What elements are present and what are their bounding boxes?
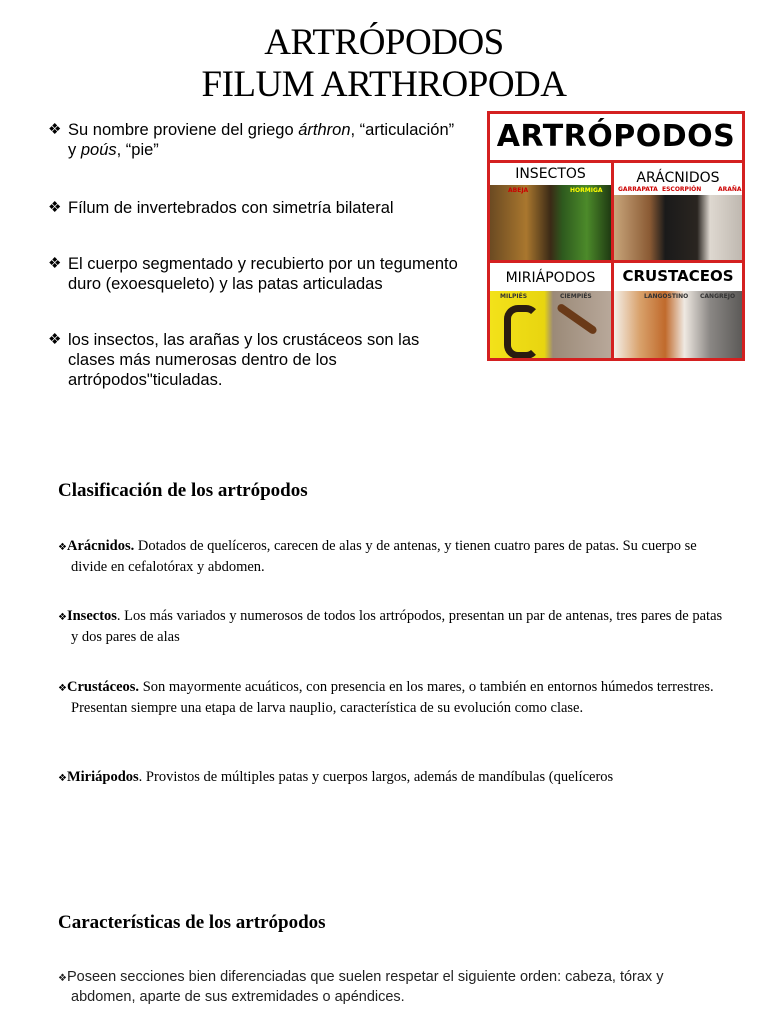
myriapods-photo <box>490 291 611 358</box>
intro-bullet-3: ❖ El cuerpo segmentado y recubierto por un tegumento duro (exoesqueleto) y las patas articuladas <box>48 255 458 293</box>
diamond-bullet-icon: ❖ <box>58 773 67 784</box>
classification-item-aracnidos: ❖Arácnidos. Dotados de quelíceros, carecen de alas y de antenas, y tienen cuatro pares de patas. Su cuerpo se divide en cefalotórax y abdomen. <box>58 538 697 575</box>
diamond-bullet-icon: ❖ <box>48 121 62 138</box>
centipede-shape <box>556 303 598 336</box>
title-line-2: FILUM ARTHROPODA <box>201 64 567 105</box>
figure-tag: ARAÑA <box>718 186 742 193</box>
figure-cell-insectos <box>490 163 611 260</box>
characteristics-item-1: ❖Poseen secciones bien diferenciadas que suelen respetar el siguiente orden: cabeza, tórax y abdomen, aparte de sus extremidades o apéndices. <box>58 969 664 1005</box>
figure-cell-label: CRUSTACEOS <box>614 265 742 287</box>
page-title <box>0 22 768 106</box>
title-line-1: ARTRÓPODOS <box>264 22 504 63</box>
diamond-bullet-icon: ❖ <box>58 542 67 553</box>
classification-title: Clasificación de los artrópodos <box>58 480 308 501</box>
figure-cell-miriapodos <box>490 263 611 358</box>
diamond-bullet-icon: ❖ <box>58 612 67 623</box>
figure-tag: LANGOSTINO <box>644 293 689 300</box>
millipede-shape <box>504 305 540 358</box>
intro-bullet-1: ❖ Su nombre proviene del griego árthron, “articulación” y poús, “pie” <box>48 121 455 159</box>
arthropods-figure <box>487 111 745 361</box>
figure-divider-horizontal <box>490 260 742 263</box>
characteristics-title: Características de los artrópodos <box>58 912 326 933</box>
diamond-bullet-icon: ❖ <box>58 973 67 984</box>
figure-tag: MILPIÉS <box>500 293 528 300</box>
intro-bullet-list <box>48 120 493 400</box>
figure-tag: ESCORPIÓN <box>662 186 702 193</box>
figure-tag: GARRAPATA <box>618 186 658 193</box>
figure-heading: ARTRÓPODOS <box>490 114 742 163</box>
crustaceans-photo <box>614 291 742 358</box>
arachnids-photo <box>614 186 742 260</box>
figure-cell-label: INSECTOS <box>490 163 611 185</box>
diamond-bullet-icon: ❖ <box>58 683 67 694</box>
figure-tag: CIEMPIÉS <box>560 293 592 300</box>
intro-bullet-4: ❖ los insectos, las arañas y los crustáceos son las clases más numerosas dentro de los artrópodos"ticuladas. <box>48 331 420 389</box>
figure-tag: HORMIGA <box>570 187 603 194</box>
diamond-bullet-icon: ❖ <box>48 331 62 348</box>
insects-photo <box>490 185 611 260</box>
figure-cell-aracnidos <box>614 163 742 260</box>
classification-item-insectos: ❖Insectos. Los más variados y numerosos de todos los artrópodos, presentan un par de antenas, tres pares de patas y dos pares de alas <box>58 608 723 645</box>
intro-bullet-2: ❖ Fílum de invertebrados con simetría bilateral <box>48 199 394 217</box>
figure-tag: CANGREJO <box>700 293 736 300</box>
figure-tag: ABEJA <box>508 187 529 194</box>
figure-cell-label: ARÁCNIDOS <box>614 167 742 189</box>
figure-cell-crustaceos <box>614 263 742 358</box>
classification-item-miriapodos: ❖Miriápodos. Provistos de múltiples patas y cuerpos largos, además de mandíbulas (quelíceros <box>58 769 614 785</box>
classification-item-crustaceos: ❖Crustáceos. Son mayormente acuáticos, con presencia en los mares, o también en entornos húmedos terrestres. Presentan siempre una etapa de larva nauplio, característica de su evolución como clase. <box>58 679 714 716</box>
diamond-bullet-icon: ❖ <box>48 199 62 216</box>
diamond-bullet-icon: ❖ <box>48 255 62 272</box>
figure-cell-label: MIRIÁPODOS <box>490 267 611 289</box>
